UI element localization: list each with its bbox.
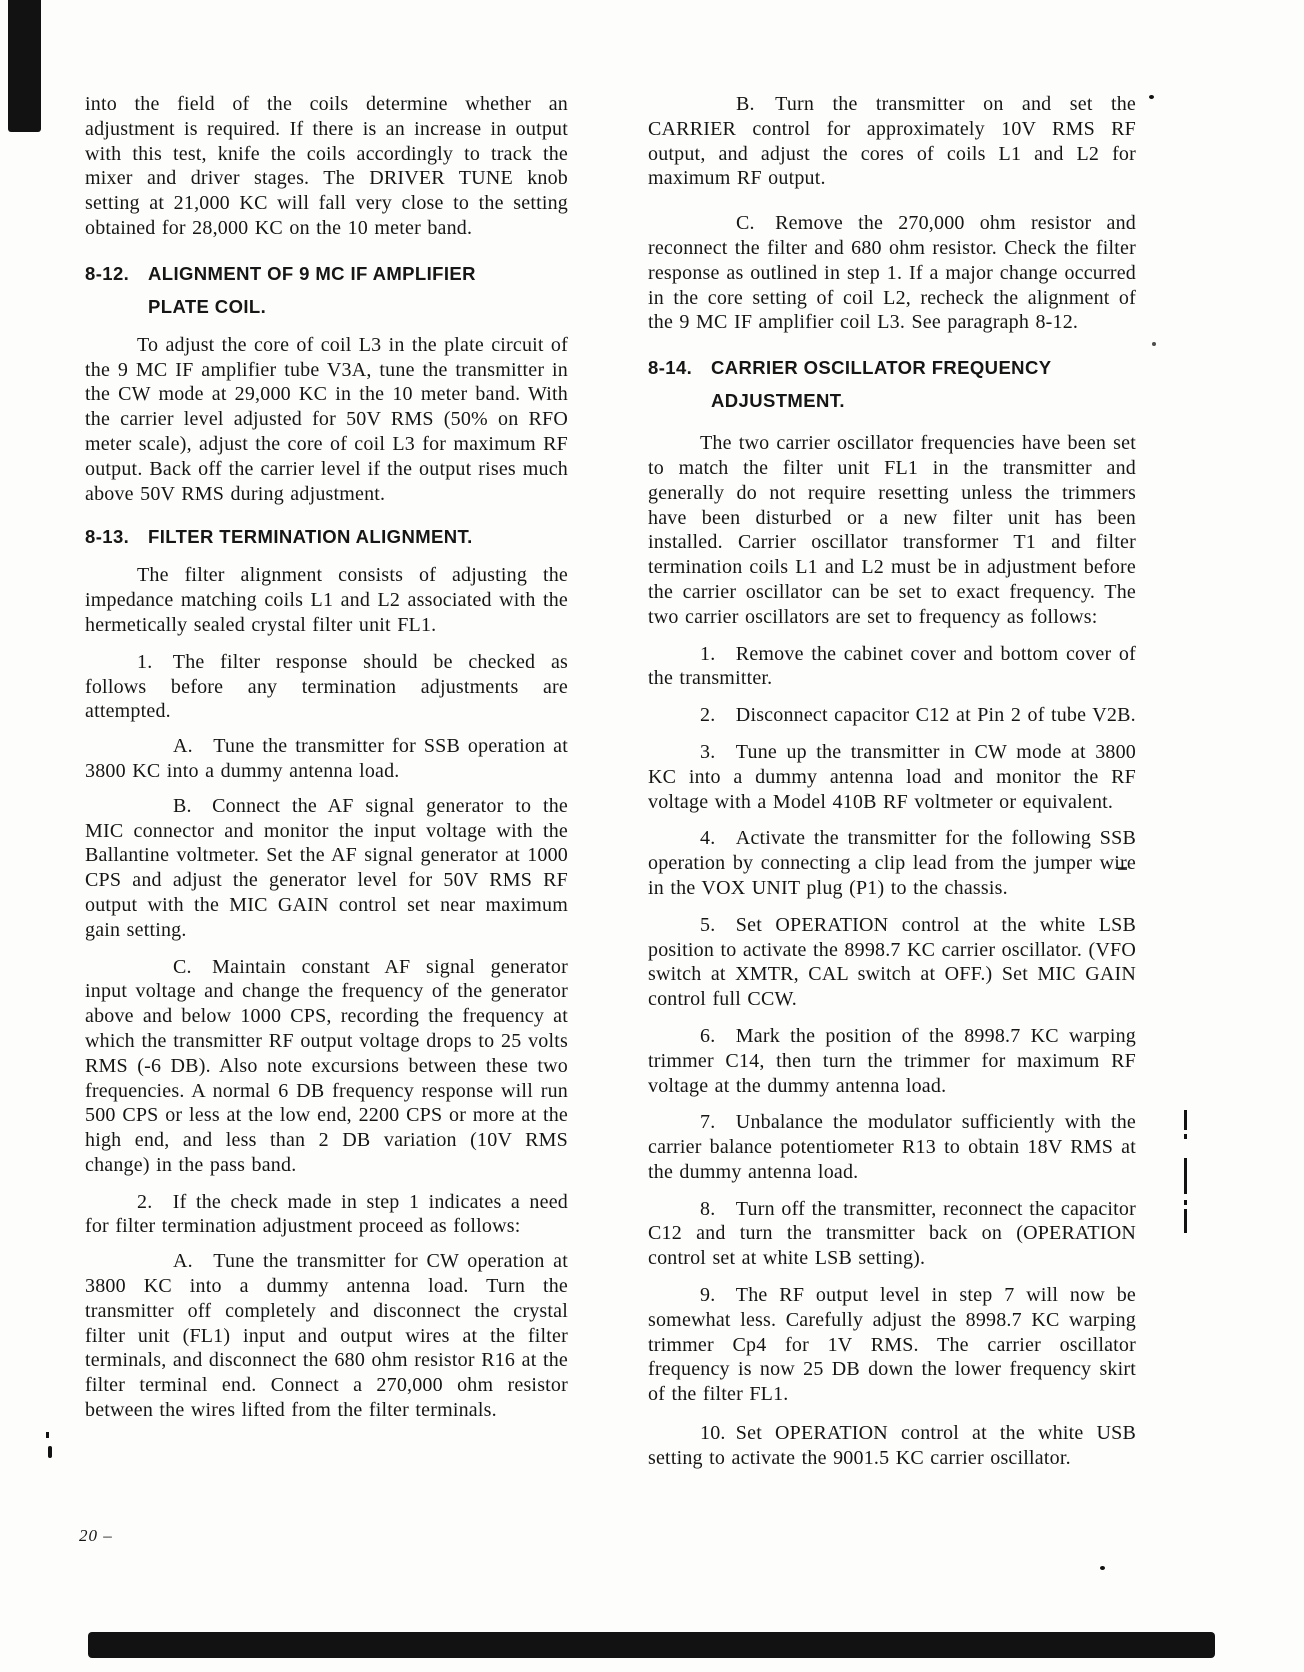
column-left	[85, 92, 568, 1423]
scan-artifact-margin-dot	[1184, 1134, 1187, 1139]
step-paragraph: 1. Remove the cabinet cover and bottom cover of the transmitter.	[648, 642, 1136, 690]
column-right	[648, 92, 1136, 1471]
step-paragraph: 2. If the check made in step 1 indicates a need for filter termination adjustment proceed as follows:	[85, 1190, 568, 1238]
step-paragraph: 4. Activate the transmitter for the following SSB operation by connecting a clip lead from the jumper wire in the VOX UNIT plug (P1) to the chassis.	[648, 827, 1136, 899]
section-title-line: PLATE COIL.	[148, 295, 267, 317]
step-paragraph: 10. Set OPERATION control at the white USB setting to activate the 9001.5 KC carrier oscillator.	[648, 1422, 1136, 1469]
scan-artifact-dot	[1100, 1566, 1105, 1570]
step-paragraph: 9. The RF output level in step 7 will now be somewhat less. Carefully adjust the 8998.7 KC warping trimmer Cp4 for 1V RMS. The carrier oscillator frequency is now 25 DB down the lower frequency skirt of the filter FL1.	[648, 1284, 1136, 1406]
paragraph-continued: into the field of the coils determine whether an adjustment is required. If there is an increase in output with this test, knife the coils accordingly to track the mixer and driver stages. The DRIVER TUNE knob setting at 21,000 KC will fall very close to the setting obtained for 28,000 KC on the 10 meter band.	[85, 93, 568, 239]
section-number: 8-14.	[648, 357, 693, 379]
page-number: 20 –	[79, 1526, 113, 1545]
section-heading-8-13	[85, 520, 568, 553]
substep-paragraph: C. Maintain constant AF signal generator input voltage and change the frequency of the generator above and below 1000 CPS, recording the frequency at which the transmitter RF output voltage drops to 25 volts RMS (-6 DB). Also note excursions between these two frequencies. A normal 6 DB frequency response will run 500 CPS or less at the low end, 2200 CPS or more at the high end, and less than 2 DB variation (10V RMS change) in the pass band.	[85, 955, 568, 1176]
substep-paragraph: C. Remove the 270,000 ohm resistor and reconnect the filter and 680 ohm resistor. Check the filter response as outlined in step 1. If a major change occurred in the core setting of coil L2, recheck the alignment of the 9 MC IF amplifier coil L3. See paragraph 8-12.	[648, 212, 1136, 334]
paragraph: To adjust the core of coil L3 in the plate circuit of the 9 MC IF amplifier tube V3A, tune the transmitter in the CW mode at 29,000 KC in the 10 meter band. With the carrier level adjusted for 50V RMS (50% on RFO meter scale), adjust the core of coil L3 for maximum RF output. Back off the carrier level if the output rises much above 50V RMS during adjustment.	[85, 333, 568, 505]
section-title-line: FILTER TERMINATION ALIGNMENT.	[148, 526, 473, 548]
step-paragraph: 1. The filter response should be checked as follows before any termination adjustments are attempted.	[85, 650, 568, 723]
section-heading-8-12	[85, 257, 568, 323]
step-paragraph: 5. Set OPERATION control at the white LSB position to activate the 8998.7 KC carrier oscillator. (VFO switch at XMTR, CAL switch at OFF.) Set MIC GAIN control full CCW.	[648, 913, 1136, 1011]
substep-paragraph: B. Turn the transmitter on and set the CARRIER control for approximately 10V RMS RF output, and adjust the cores of coils L1 and L2 for maximum RF output.	[648, 93, 1136, 190]
substep-paragraph: B. Connect the AF signal generator to the MIC connector and monitor the input voltage with the Ballantine voltmeter. Set the AF signal generator at 1000 CPS and adjust the generator level for 50V RMS RF output with the MIC GAIN control set near maximum gain setting.	[85, 794, 568, 941]
section-number: 8-13.	[85, 526, 130, 548]
section-title-line: CARRIER OSCILLATOR FREQUENCY	[711, 357, 1052, 379]
step-paragraph: 7. Unbalance the modulator sufficiently with the carrier balance potentiometer R13 to obtain 18V RMS at the dummy antenna load.	[648, 1111, 1136, 1183]
section-title-line: ADJUSTMENT.	[711, 390, 845, 412]
substep-paragraph: A. Tune the transmitter for CW operation at 3800 KC into a dummy antenna load. Turn the transmitter off completely and disconnect the crystal filter unit (FL1) input and output wires at the filter terminals, and disconnect the 680 ohm resistor R16 at the filter terminal end. Connect a 270,000 ohm resistor between the wires lifted from the filter terminals.	[85, 1250, 568, 1422]
scan-artifact-dot	[1149, 95, 1154, 99]
step-paragraph: 8. Turn off the transmitter, reconnect the capacitor C12 and turn the transmitter back on (OPERATION control set at white LSB setting).	[648, 1197, 1136, 1270]
section-title-line: ALIGNMENT OF 9 MC IF AMPLIFIER	[148, 262, 476, 284]
paragraph: The two carrier oscillator frequencies have been set to match the filter unit FL1 in the transmitter and generally do not require resetting unless the trimmers have been disturbed or a new filter unit has been installed. Carrier oscillator transformer T1 and filter termination coils L1 and L2 must be in adjustment before the carrier oscillator can be set to exact frequency. The two carrier oscillators are set to frequency as follows:	[648, 432, 1136, 628]
scan-artifact-dot	[1152, 342, 1156, 346]
paragraph: The filter alignment consists of adjusting the impedance matching coils L1 and L2 associated with the hermetically sealed crystal filter unit FL1.	[85, 564, 568, 636]
substep-paragraph: A. Tune the transmitter for SSB operation at 3800 KC into a dummy antenna load.	[85, 735, 568, 782]
scan-artifact-corner-bar	[8, 0, 41, 132]
step-paragraph: 6. Mark the position of the 8998.7 KC warping trimmer C14, then turn the trimmer for maximum RF voltage at the dummy antenna load.	[648, 1024, 1136, 1097]
scan-artifact-margin-dash	[1184, 1158, 1187, 1194]
scan-artifact-margin-dash	[1184, 1209, 1187, 1233]
scan-artifact-left-mark	[46, 1432, 49, 1438]
step-paragraph: 2. Disconnect capacitor C12 at Pin 2 of tube V2B.	[700, 704, 1136, 727]
scan-artifact-bottom-bar	[88, 1632, 1215, 1658]
section-number: 8-12.	[85, 262, 130, 284]
scan-artifact-margin-dash	[1184, 1110, 1187, 1130]
step-paragraph: 3. Tune up the transmitter in CW mode at 3800 KC into a dummy antenna load and monitor the RF voltage with a Model 410B RF voltmeter or equivalent.	[648, 740, 1136, 813]
scan-artifact-left-mark	[48, 1446, 52, 1458]
section-heading-8-14	[648, 351, 1136, 417]
scan-artifact-margin-dot	[1184, 1200, 1187, 1205]
